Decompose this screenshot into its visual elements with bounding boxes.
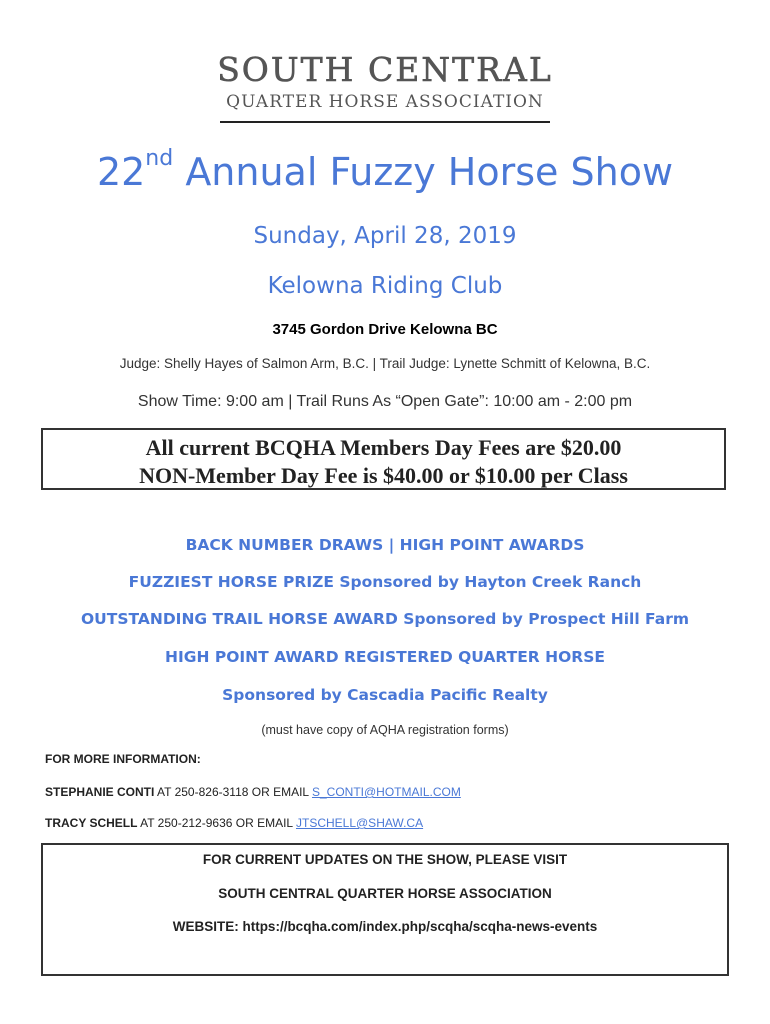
contact-line [45,816,423,830]
award-line: Sponsored by Cascadia Pacific Realty [222,686,548,704]
contact-heading: FOR MORE INFORMATION: [45,752,201,766]
contact-phone: AT 250-212-9636 OR EMAIL [137,816,296,830]
logo-title: SOUTH CENTRAL [217,50,553,89]
event-venue: Kelowna Riding Club [267,273,503,299]
award-line: HIGH POINT AWARD REGISTERED QUARTER HORSE [165,648,605,666]
updates-line: SOUTH CENTRAL QUARTER HORSE ASSOCIATION [218,886,552,901]
contact-line [45,785,461,799]
award-line: FUZZIEST HORSE PRIZE Sponsored by Hayton Creek Ranch [128,573,642,591]
contact-name: TRACY SCHELL [45,816,138,830]
judges-line: Judge: Shelly Hayes of Salmon Arm, B.C. | Trail Judge: Lynette Schmitt of Kelowna, B.C. [119,356,651,371]
show-time: Show Time: 9:00 am | Trail Runs As “Open Gate”: 10:00 am - 2:00 pm [137,393,633,410]
email-link[interactable]: JTSCHELL@SHAW.CA [295,816,424,830]
registration-note: (must have copy of AQHA registration forms) [261,723,509,737]
fees-box [41,428,726,490]
divider [220,121,550,123]
page-title: 22nd Annual Fuzzy Horse Show [96,146,674,194]
updates-line: FOR CURRENT UPDATES ON THE SHOW, PLEASE VISIT [202,852,568,867]
award-line: BACK NUMBER DRAWS | HIGH POINT AWARDS [185,536,585,554]
email-link[interactable]: S_CONTI@HOTMAIL.COM [311,785,461,799]
award-line: OUTSTANDING TRAIL HORSE AWARD Sponsored by Prospect Hill Farm [80,610,689,628]
event-date: Sunday, April 28, 2019 [253,223,517,249]
event-address: 3745 Gordon Drive Kelowna BC [272,321,498,338]
contact-phone: AT 250-826-3118 OR EMAIL [154,785,312,799]
contact-name: STEPHANIE CONTI [45,785,155,799]
non-member-fee: NON-Member Day Fee is $40.00 or $10.00 per Class [139,463,628,488]
website-line[interactable]: WEBSITE: https://bcqha.com/index.php/scqha/scqha-news-events [172,919,598,934]
updates-box [41,843,729,976]
logo-subtitle: QUARTER HORSE ASSOCIATION [226,92,544,112]
member-fee: All current BCQHA Members Day Fees are $20.00 [145,435,622,460]
